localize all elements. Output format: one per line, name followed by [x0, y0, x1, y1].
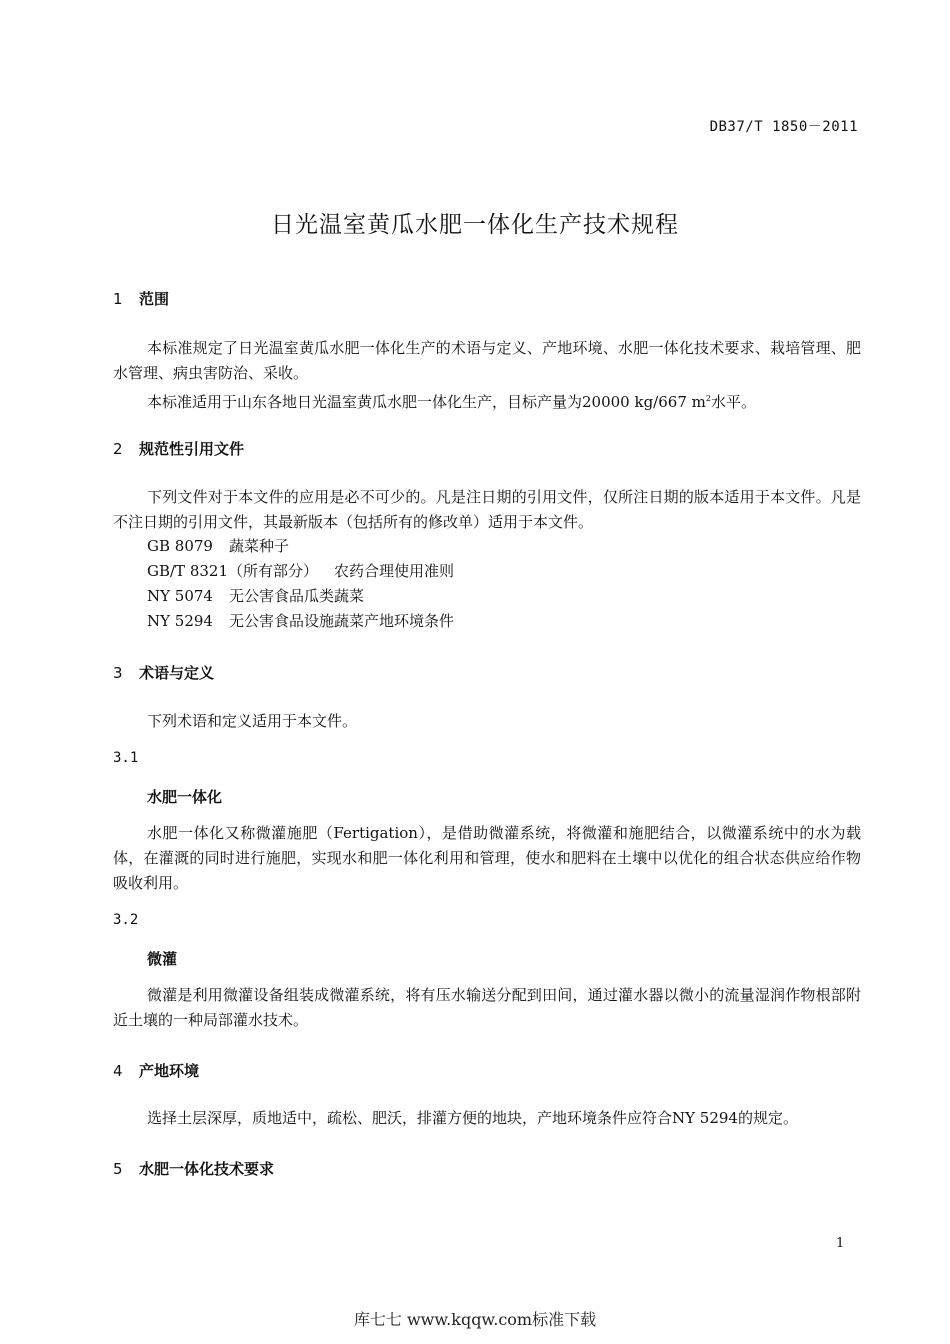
term-title: 微灌	[147, 950, 178, 968]
section-2-heading	[113, 438, 244, 459]
reference-code: NY 5074	[147, 587, 213, 605]
reference-name: 农药合理使用准则	[334, 562, 455, 580]
standard-code: DB37/T 1850－2011	[709, 119, 858, 135]
section-title: 规范性引用文件	[139, 440, 245, 458]
section-1-paragraph-1: 本标准规定了日光温室黄瓜水肥一体化生产的术语与定义、产地环境、水肥一体化技术要求、栽培管理、肥水管理、病虫害防治、采收。	[113, 339, 861, 382]
section-title: 产地环境	[139, 1062, 200, 1080]
term-title: 水肥一体化	[147, 788, 223, 806]
section-title: 术语与定义	[139, 664, 215, 682]
term-definition: 微灌是利用微灌设备组装成微灌系统，将有压水输送分配到田间，通过灌水器以微小的流量湿润作物根部附近土壤的一种局部灌水技术。	[113, 986, 861, 1029]
section-number: 4	[113, 1062, 123, 1080]
term-number: 3.1	[113, 750, 139, 766]
reference-item	[147, 535, 289, 556]
section-3-paragraph: 下列术语和定义适用于本文件。	[147, 712, 358, 730]
footer-watermark: 库七七 www.kqqw.com标准下载	[353, 1310, 597, 1329]
reference-name: 无公害食品设施蔬菜产地环境条件	[228, 612, 454, 630]
section-1-heading	[113, 288, 169, 309]
section-1-paragraph-2	[113, 386, 861, 415]
term-definition: 水肥一体化又称微灌施肥（Fertigation），是借助微灌系统，将微灌和施肥结合，以微灌系统中的水为载体，在灌溉的同时进行施肥，实现水和肥一体化利用和管理，使水和肥料在土壤中以优化的组合状态供应给作物吸收利用。	[113, 824, 861, 892]
section-number: 2	[113, 440, 123, 458]
section-4-heading	[113, 1060, 199, 1081]
section-number: 3	[113, 664, 123, 682]
reference-item	[147, 585, 364, 606]
reference-item	[147, 610, 454, 631]
reference-code: NY 5294	[147, 612, 213, 630]
section-3-heading	[113, 662, 214, 683]
para-text-end: 水平。	[710, 393, 756, 411]
document-title: 日光温室黄瓜水肥一体化生产技术规程	[271, 212, 679, 238]
reference-item	[147, 560, 454, 581]
section-number: 1	[113, 290, 123, 308]
superscript: 2	[705, 394, 711, 403]
section-title: 范围	[139, 290, 170, 308]
reference-name: 无公害食品瓜类蔬菜	[228, 587, 364, 605]
para-text: 本标准适用于山东各地日光温室黄瓜水肥一体化生产，目标产量为20000 kg/667 m	[147, 393, 706, 411]
reference-code: GB 8079	[147, 537, 213, 555]
section-2-paragraph: 下列文件对于本文件的应用是必不可少的。凡是注日期的引用文件，仅所注日期的版本适用于本文件。凡是不注日期的引用文件，其最新版本（包括所有的修改单）适用于本文件。	[113, 488, 861, 531]
section-title: 水肥一体化技术要求	[139, 1160, 275, 1178]
section-5-heading	[113, 1158, 274, 1179]
reference-code: GB/T 8321（所有部分）	[147, 562, 319, 580]
section-4-paragraph: 选择土层深厚，质地适中，疏松、肥沃，排灌方便的地块，产地环境条件应符合NY 5294的规定。	[147, 1109, 798, 1127]
section-number: 5	[113, 1160, 123, 1178]
page-number: 1	[836, 1236, 845, 1251]
term-number: 3.2	[113, 912, 139, 928]
reference-name: 蔬菜种子	[228, 537, 289, 555]
